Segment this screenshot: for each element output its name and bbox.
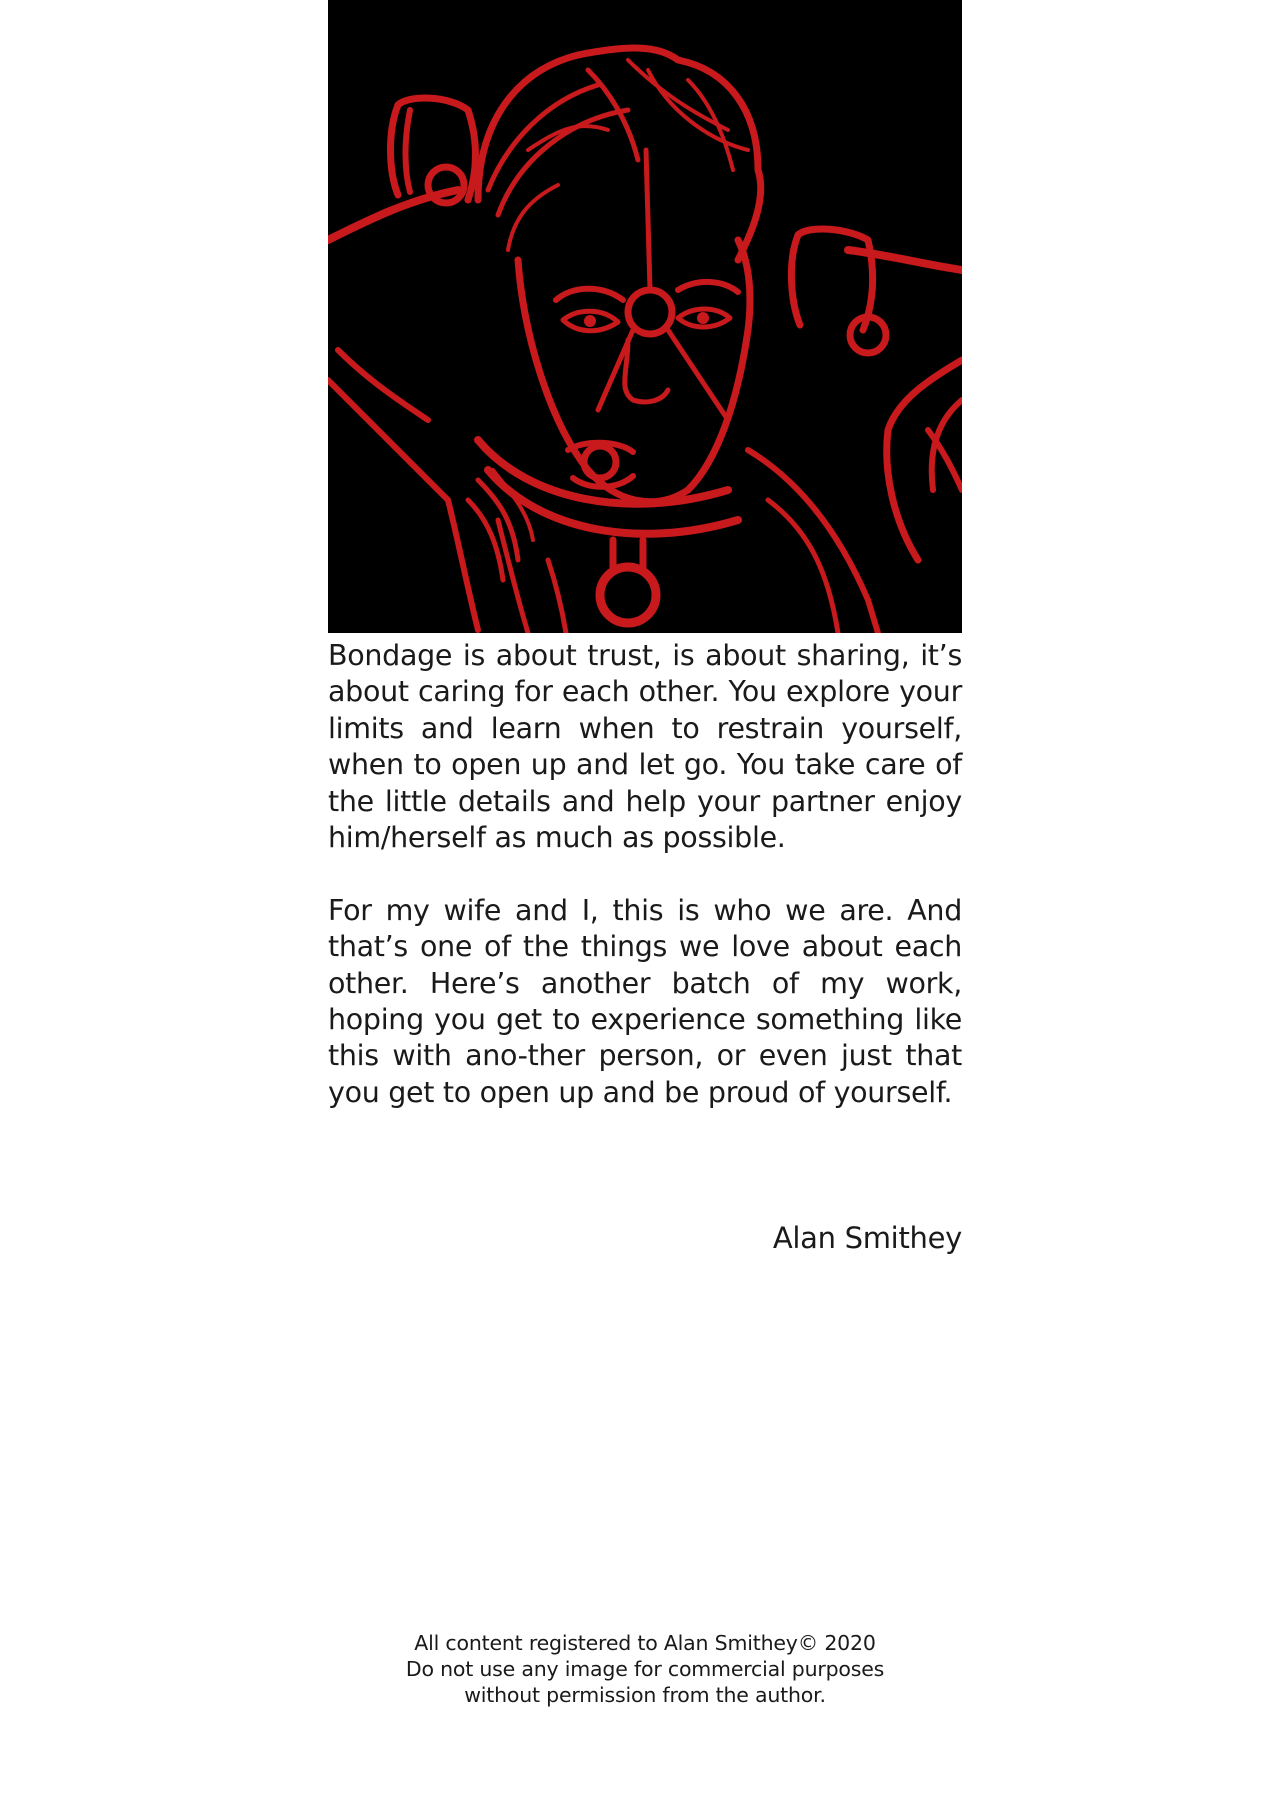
permission-line: without permission from the author. — [464, 1683, 826, 1707]
author-signature: Alan Smithey — [772, 1221, 962, 1255]
usage-notice-line: Do not use any image for commercial purposes — [405, 1657, 885, 1681]
body-text — [328, 638, 962, 1148]
copyright-line: All content registered to Alan Smithey© 2020 — [414, 1631, 876, 1655]
paragraph-1: Bondage is about trust, is about sharing, it’s about caring for each other. You explore your limits and learn when to restrain yourself, when to open up and let go. You take care of the little details and help your partner enjoy him/herself as much as possible. — [328, 639, 962, 855]
paragraph-2: For my wife and I, this is who we are. And that’s one of the things we love about each other. Here’s another batch of my work, hoping you get to experience something like this with ano-ther person, or even just that you get to open up and be proud of yourself. — [328, 893, 962, 1109]
portrait-line-art — [328, 0, 962, 633]
illustration — [328, 0, 962, 633]
copyright-footer — [328, 1630, 962, 1708]
